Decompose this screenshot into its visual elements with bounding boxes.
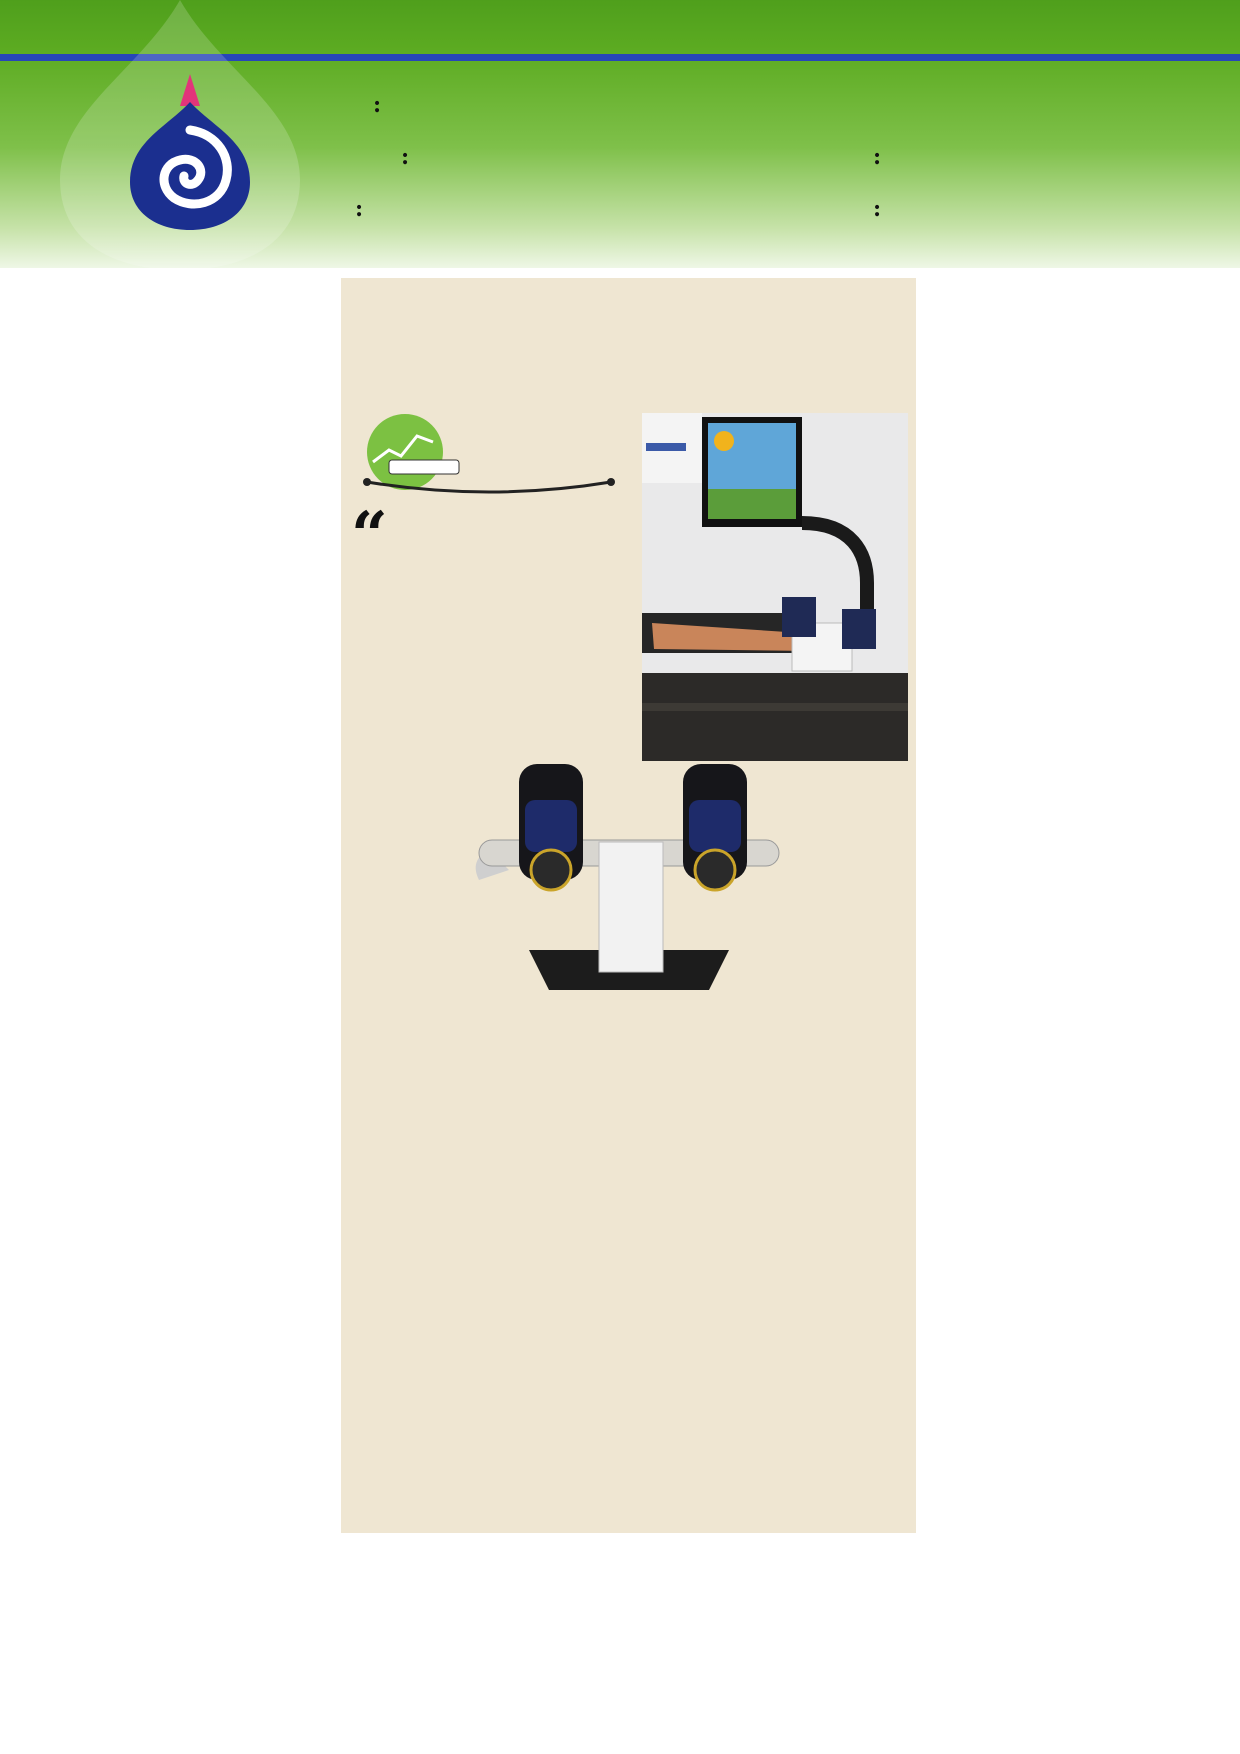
patient-using-device-photo xyxy=(642,413,908,761)
news-header-band xyxy=(0,0,1240,268)
sheet-row xyxy=(863,92,877,118)
ankle-device-photo xyxy=(469,760,789,1000)
opening-quote-mark: “ xyxy=(351,498,388,573)
news-number-row: : xyxy=(373,92,382,118)
education-column-badge-icon xyxy=(359,410,619,500)
organization-logo-icon xyxy=(128,72,252,232)
issue-row: : xyxy=(355,196,364,222)
media-row: : xyxy=(401,144,410,170)
newspaper-clipping xyxy=(341,278,916,1533)
page-row: : xyxy=(873,196,882,222)
date-row: : xyxy=(873,144,882,170)
